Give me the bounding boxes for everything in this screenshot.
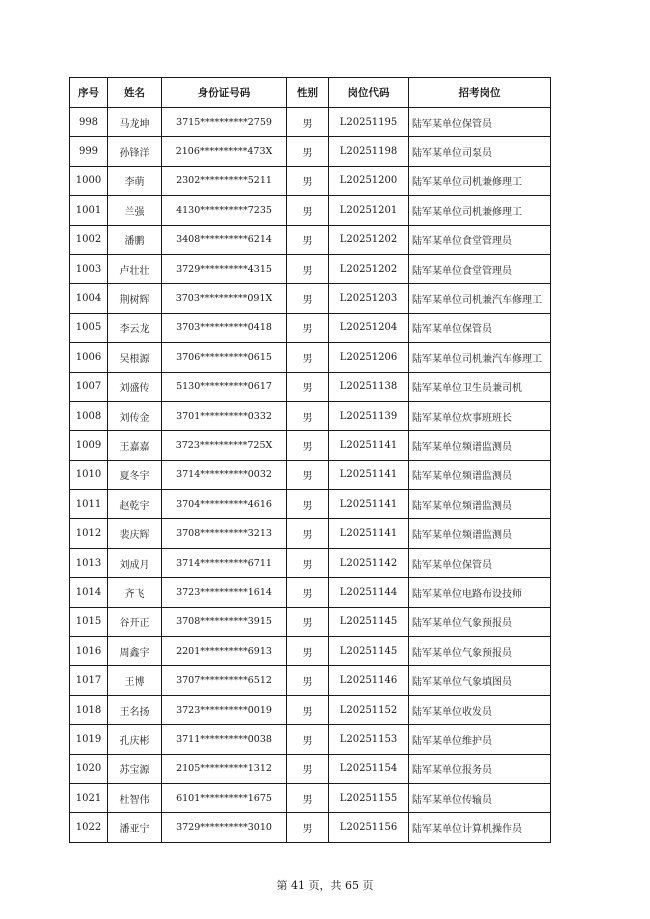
cell-gender: 男	[287, 607, 329, 636]
cell-gender: 男	[287, 490, 329, 519]
cell-name: 王嘉嘉	[108, 431, 162, 460]
cell-serial: 1003	[70, 254, 108, 283]
table-header-row	[70, 78, 551, 108]
table-row	[70, 254, 551, 283]
cell-post-code: L20251154	[329, 754, 409, 783]
cell-post: 陆军某单位食堂管理员	[409, 225, 551, 254]
cell-name: 兰强	[108, 196, 162, 225]
cell-post: 陆军某单位计算机操作员	[409, 813, 551, 842]
cell-post: 陆军某单位频谱监测员	[409, 519, 551, 548]
cell-gender: 男	[287, 725, 329, 754]
cell-post: 陆军某单位维护员	[409, 725, 551, 754]
cell-serial: 1014	[70, 578, 108, 607]
cell-gender: 男	[287, 578, 329, 607]
cell-name: 孔庆彬	[108, 725, 162, 754]
cell-gender: 男	[287, 431, 329, 460]
cell-gender: 男	[287, 519, 329, 548]
cell-name: 周鑫宇	[108, 637, 162, 666]
cell-name: 马龙坤	[108, 108, 162, 137]
cell-serial: 1013	[70, 548, 108, 577]
cell-post: 陆军某单位电路布设技师	[409, 578, 551, 607]
cell-id-number: 3729**********4315	[162, 254, 287, 283]
cell-id-number: 2105**********1312	[162, 754, 287, 783]
cell-gender: 男	[287, 196, 329, 225]
table-row	[70, 166, 551, 195]
table-row	[70, 225, 551, 254]
cell-post-code: L20251155	[329, 783, 409, 812]
table-row	[70, 460, 551, 489]
cell-gender: 男	[287, 137, 329, 166]
cell-post: 陆军某单位司机兼汽车修理工	[409, 343, 551, 372]
table-row	[70, 519, 551, 548]
cell-post: 陆军某单位司机兼修理工	[409, 196, 551, 225]
cell-id-number: 4130**********7235	[162, 196, 287, 225]
cell-name: 李萌	[108, 166, 162, 195]
cell-serial: 1001	[70, 196, 108, 225]
cell-post: 陆军某单位频谱监测员	[409, 460, 551, 489]
cell-id-number: 3703**********0418	[162, 313, 287, 342]
cell-id-number: 2106**********473X	[162, 137, 287, 166]
cell-post: 陆军某单位食堂管理员	[409, 254, 551, 283]
cell-id-number: 3715**********2759	[162, 108, 287, 137]
header-post-code: 岗位代码	[329, 78, 409, 108]
cell-gender: 男	[287, 637, 329, 666]
cell-post: 陆军某单位气象填图员	[409, 666, 551, 695]
cell-post-code: L20251156	[329, 813, 409, 842]
cell-post-code: L20251195	[329, 108, 409, 137]
table-row	[70, 196, 551, 225]
table-row	[70, 607, 551, 636]
header-id-number: 身份证号码	[162, 78, 287, 108]
cell-name: 夏冬宇	[108, 460, 162, 489]
cell-post-code: L20251138	[329, 372, 409, 401]
table-row	[70, 783, 551, 812]
cell-post-code: L20251139	[329, 401, 409, 430]
cell-id-number: 3711**********0038	[162, 725, 287, 754]
cell-serial: 1019	[70, 725, 108, 754]
cell-post: 陆军某单位司机兼汽车修理工	[409, 284, 551, 313]
cell-post-code: L20251153	[329, 725, 409, 754]
table-row	[70, 666, 551, 695]
cell-name: 刘传金	[108, 401, 162, 430]
table-row	[70, 813, 551, 842]
cell-id-number: 3704**********4616	[162, 490, 287, 519]
cell-serial: 1016	[70, 637, 108, 666]
cell-post: 陆军某单位司机兼修理工	[409, 166, 551, 195]
cell-post-code: L20251201	[329, 196, 409, 225]
cell-serial: 1015	[70, 607, 108, 636]
cell-name: 卢壮壮	[108, 254, 162, 283]
cell-post-code: L20251145	[329, 637, 409, 666]
table-body	[70, 108, 551, 843]
cell-id-number: 5130**********0617	[162, 372, 287, 401]
cell-id-number: 3723**********0019	[162, 695, 287, 724]
cell-serial: 1017	[70, 666, 108, 695]
table-row	[70, 637, 551, 666]
cell-name: 杜智伟	[108, 783, 162, 812]
cell-name: 苏宝源	[108, 754, 162, 783]
cell-id-number: 3723**********1614	[162, 578, 287, 607]
cell-id-number: 3703**********091X	[162, 284, 287, 313]
table-row	[70, 695, 551, 724]
cell-post-code: L20251200	[329, 166, 409, 195]
cell-post-code: L20251144	[329, 578, 409, 607]
cell-id-number: 6101**********1675	[162, 783, 287, 812]
cell-id-number: 3408**********6214	[162, 225, 287, 254]
cell-post-code: L20251204	[329, 313, 409, 342]
cell-serial: 1021	[70, 783, 108, 812]
cell-post-code: L20251141	[329, 460, 409, 489]
cell-gender: 男	[287, 401, 329, 430]
table-row	[70, 754, 551, 783]
cell-id-number: 3714**********0032	[162, 460, 287, 489]
cell-serial: 998	[70, 108, 108, 137]
cell-serial: 1000	[70, 166, 108, 195]
cell-name: 刘成月	[108, 548, 162, 577]
cell-post-code: L20251141	[329, 431, 409, 460]
cell-post-code: L20251141	[329, 490, 409, 519]
cell-post: 陆军某单位频谱监测员	[409, 431, 551, 460]
cell-id-number: 3729**********3010	[162, 813, 287, 842]
cell-post: 陆军某单位保管员	[409, 548, 551, 577]
cell-gender: 男	[287, 108, 329, 137]
roster-table	[69, 77, 551, 843]
cell-post-code: L20251206	[329, 343, 409, 372]
cell-gender: 男	[287, 166, 329, 195]
cell-gender: 男	[287, 225, 329, 254]
cell-post: 陆军某单位气象预报员	[409, 637, 551, 666]
cell-serial: 1004	[70, 284, 108, 313]
cell-id-number: 2201**********6913	[162, 637, 287, 666]
cell-gender: 男	[287, 548, 329, 577]
cell-id-number: 3723**********725X	[162, 431, 287, 460]
cell-post: 陆军某单位传输员	[409, 783, 551, 812]
cell-name: 裴庆辉	[108, 519, 162, 548]
cell-gender: 男	[287, 313, 329, 342]
cell-serial: 1010	[70, 460, 108, 489]
cell-id-number: 3706**********0615	[162, 343, 287, 372]
cell-id-number: 2302**********5211	[162, 166, 287, 195]
cell-serial: 1020	[70, 754, 108, 783]
table-row	[70, 108, 551, 137]
cell-post: 陆军某单位气象预报员	[409, 607, 551, 636]
cell-post: 陆军某单位频谱监测员	[409, 490, 551, 519]
header-post: 招考岗位	[409, 78, 551, 108]
table-row	[70, 343, 551, 372]
page-footer: 第 41 页，共 65 页	[276, 879, 374, 892]
cell-post: 陆军某单位报务员	[409, 754, 551, 783]
cell-id-number: 3708**********3915	[162, 607, 287, 636]
cell-serial: 1008	[70, 401, 108, 430]
cell-post: 陆军某单位保管员	[409, 108, 551, 137]
cell-gender: 男	[287, 254, 329, 283]
header-gender: 性别	[287, 78, 329, 108]
cell-serial: 1005	[70, 313, 108, 342]
cell-name: 孙锋洋	[108, 137, 162, 166]
cell-serial: 1018	[70, 695, 108, 724]
cell-post-code: L20251202	[329, 225, 409, 254]
cell-post: 陆军某单位收发员	[409, 695, 551, 724]
header-name: 姓名	[108, 78, 162, 108]
cell-post-code: L20251146	[329, 666, 409, 695]
table-row	[70, 284, 551, 313]
cell-gender: 男	[287, 372, 329, 401]
cell-name: 齐飞	[108, 578, 162, 607]
cell-id-number: 3708**********3213	[162, 519, 287, 548]
cell-post: 陆军某单位炊事班班长	[409, 401, 551, 430]
cell-serial: 1007	[70, 372, 108, 401]
cell-gender: 男	[287, 695, 329, 724]
cell-name: 荆树辉	[108, 284, 162, 313]
table-row	[70, 313, 551, 342]
table-row	[70, 137, 551, 166]
cell-gender: 男	[287, 666, 329, 695]
table-row	[70, 578, 551, 607]
cell-post-code: L20251198	[329, 137, 409, 166]
cell-id-number: 3707**********6512	[162, 666, 287, 695]
cell-post-code: L20251203	[329, 284, 409, 313]
table-row	[70, 401, 551, 430]
header-serial: 序号	[70, 78, 108, 108]
cell-post: 陆军某单位司泵员	[409, 137, 551, 166]
cell-id-number: 3701**********0332	[162, 401, 287, 430]
cell-serial: 1002	[70, 225, 108, 254]
cell-gender: 男	[287, 754, 329, 783]
cell-serial: 1009	[70, 431, 108, 460]
table-row	[70, 372, 551, 401]
cell-post: 陆军某单位卫生员兼司机	[409, 372, 551, 401]
cell-post-code: L20251142	[329, 548, 409, 577]
cell-serial: 1022	[70, 813, 108, 842]
table-row	[70, 548, 551, 577]
cell-name: 王名扬	[108, 695, 162, 724]
cell-name: 潘亚宁	[108, 813, 162, 842]
cell-gender: 男	[287, 783, 329, 812]
cell-name: 李云龙	[108, 313, 162, 342]
cell-serial: 1011	[70, 490, 108, 519]
table-row	[70, 725, 551, 754]
cell-post-code: L20251141	[329, 519, 409, 548]
cell-id-number: 3714**********6711	[162, 548, 287, 577]
cell-name: 吴根源	[108, 343, 162, 372]
cell-name: 潘鹏	[108, 225, 162, 254]
table-row	[70, 431, 551, 460]
cell-name: 王博	[108, 666, 162, 695]
cell-serial: 1006	[70, 343, 108, 372]
cell-gender: 男	[287, 343, 329, 372]
cell-post-code: L20251202	[329, 254, 409, 283]
cell-name: 赵乾宇	[108, 490, 162, 519]
cell-gender: 男	[287, 284, 329, 313]
table-row	[70, 490, 551, 519]
cell-serial: 999	[70, 137, 108, 166]
cell-post: 陆军某单位保管员	[409, 313, 551, 342]
cell-post-code: L20251145	[329, 607, 409, 636]
cell-name: 谷开正	[108, 607, 162, 636]
cell-post-code: L20251152	[329, 695, 409, 724]
cell-gender: 男	[287, 813, 329, 842]
cell-gender: 男	[287, 460, 329, 489]
cell-serial: 1012	[70, 519, 108, 548]
cell-name: 刘盛传	[108, 372, 162, 401]
